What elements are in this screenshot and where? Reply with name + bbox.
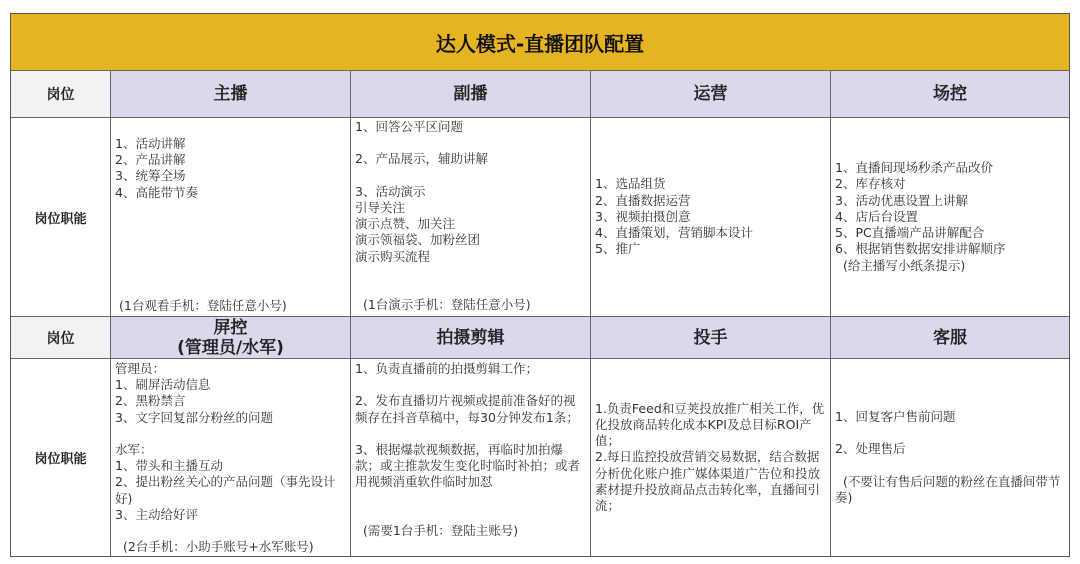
cell-text: 1、直播间现场秒杀产品改价 2、库存核对 3、活动优惠设置上讲解 4、店后台设置 5、PC直播端产品讲解配合 6、根据销售数据安排讲解顺序 (给主播写小纸条提示) <box>835 160 1006 273</box>
row2-function-label: 岗位职能 <box>11 359 111 556</box>
cell-text: 1、回复客户售前问题 2、处理售后 (不要让有售后问题的粉丝在直播间带节奏) <box>835 408 1061 505</box>
cell-text: 1.负责Feed和豆荚投放推广相关工作，优化投放商品转化成本KPI及总目标ROI产值； 2.每日监控投放营销交易数据，结合数据分析优化账户推广媒体渠道广告位和投放素材提升投放商品点击转化率，直播间引流； <box>595 400 825 513</box>
row2-position-label: 岗位 <box>11 317 111 359</box>
cell-co-anchor-duties <box>351 118 591 317</box>
cell-anchor-duties <box>111 118 351 317</box>
cell-operations-duties <box>591 118 831 317</box>
header-screen-control: 屏控 (管理员/水军) <box>111 317 351 359</box>
cell-ad-buyer-duties <box>591 359 831 556</box>
cell-text: 1、回答公平区问题 2、产品展示，辅助讲解 3、活动演示 引导关注 演示点赞、加关注 演示领福袋、加粉丝团 演示购买流程 (1台演示手机：登陆任意小号) <box>355 119 531 313</box>
cell-screen-control-duties <box>111 359 351 556</box>
header-anchor: 主播 <box>111 71 351 118</box>
cell-text: 1、活动讲解 2、产品讲解 3、统筹全场 4、高能带节奏 (1台观看手机：登陆任意小号) <box>115 136 287 314</box>
header-customer-service: 客服 <box>831 317 1069 359</box>
row1-position-label: 岗位 <box>11 71 111 118</box>
cell-field-control-duties <box>831 118 1069 317</box>
header-operations: 运营 <box>591 71 831 118</box>
table-title: 达人模式-直播团队配置 <box>11 14 1069 71</box>
row1-function-label: 岗位职能 <box>11 118 111 317</box>
cell-text: 管理员： 1、刷屏活动信息 2、黑粉禁言 3、文字回复部分粉丝的问题 水军： 1、带头和主播互动 2、提出粉丝关心的产品问题（事先设计好) 3、主动给好评 (2台手机：小助手账号+水军账号) <box>115 361 336 555</box>
header-field-control: 场控 <box>831 71 1069 118</box>
cell-text: 1、负责直播前的拍摄剪辑工作； 2、发布直播切片视频或提前准备好的视频存在抖音草稿中，每30分钟发布1条； 3、根据爆款视频数据，再临时加拍爆款；或主推款发生变化时临时补拍；或者用视频消重软件临时加怼 (需要1台手机：登陆主账号) <box>355 361 581 539</box>
header-co-anchor: 副播 <box>351 71 591 118</box>
cell-video-editing-duties <box>351 359 591 556</box>
team-config-table <box>10 13 1070 557</box>
cell-text: 1、选品组货 2、直播数据运营 3、视频拍摄创意 4、直播策划，营销脚本设计 5、推广 <box>595 176 753 257</box>
cell-customer-service-duties <box>831 359 1069 556</box>
header-ad-buyer: 投手 <box>591 317 831 359</box>
header-video-editing: 拍摄剪辑 <box>351 317 591 359</box>
